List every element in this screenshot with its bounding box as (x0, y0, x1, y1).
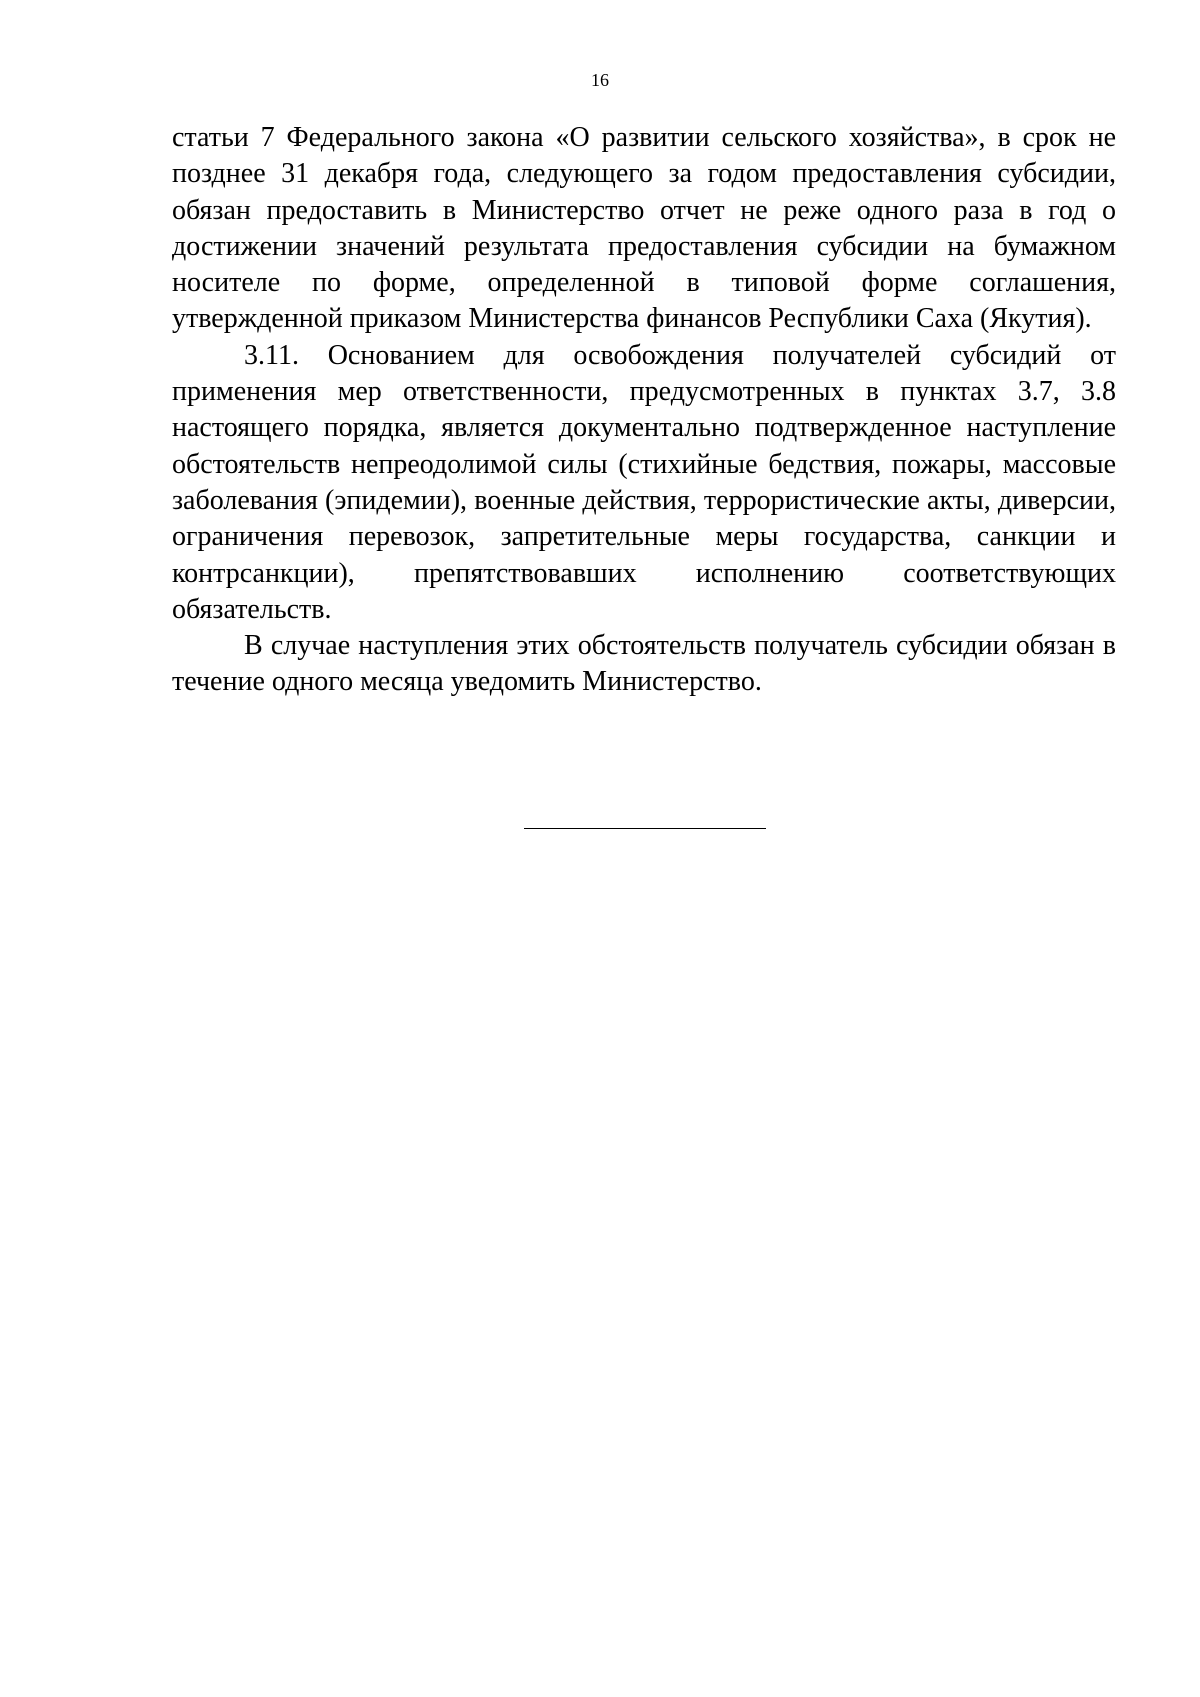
end-separator-line (524, 828, 766, 829)
paragraph-notification: В случае наступления этих обстоятельств получатель субсидии обязан в течение одного месяца уведомить Министерство. (172, 630, 1116, 698)
paragraph-continuation: статьи 7 Федерального закона «О развитии сельского хозяйства», в срок не позднее 31 декабря года, следующего за годом предоставления субсидии, обязан предоставить в Министерство отчет не реже одного раза в год о достижении значений результата предоставления субсидии на бумажном носителе по форме, определенной в типовой форме соглашения, утвержденной приказом Министерства финансов Республики Саха (Якутия). (172, 122, 1116, 335)
page-number: 16 (591, 70, 609, 90)
paragraph-3-11: 3.11. Основанием для освобождения получателей субсидий от применения мер ответственности, предусмотренных в пунктах 3.7, 3.8 настоящего порядка, является документально подтвержденное наступление обстоятельств непреодолимой силы (стихийные бедствия, пожары, массовые заболевания (эпидемии), военные действия, террористические акты, диверсии, ограничения перевозок, запретительные меры государства, санкции и контрсанкции), препятствовавших исполнению соответствующих обязательств. (172, 339, 1116, 625)
document-body (172, 120, 1116, 701)
